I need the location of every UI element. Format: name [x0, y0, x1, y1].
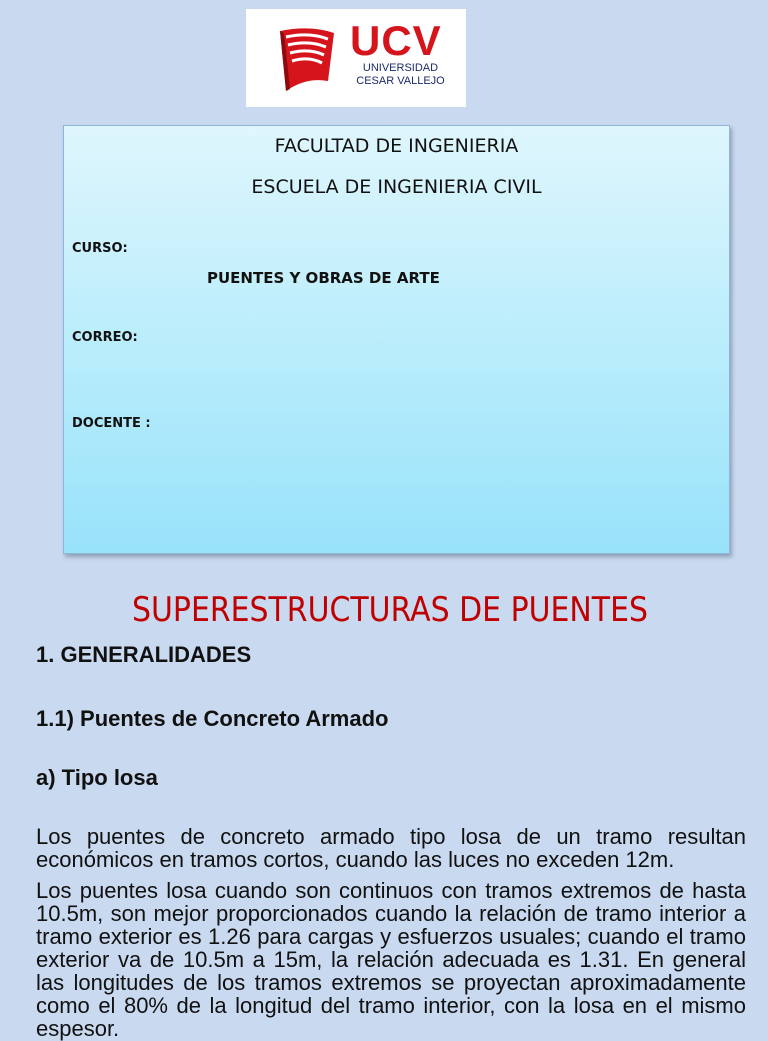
logo-university-line1: UNIVERSIDAD — [362, 62, 439, 74]
page-title: SUPERESTRUCTURAS DE PUENTES — [132, 590, 648, 630]
course-label: CURSO: — [72, 241, 128, 256]
teacher-label: DOCENTE : — [72, 416, 151, 431]
university-logo — [246, 9, 466, 107]
section-heading-generalidades: 1. GENERALIDADES — [36, 642, 252, 667]
faculty-heading: FACULTAD DE INGENIERIA — [274, 135, 519, 157]
ucv-shield-icon — [276, 25, 340, 97]
logo-university-line2: CESAR VALLEJO — [356, 75, 445, 87]
paragraph-continuous-slabs: Los puentes losa cuando son continuos con tramos extremos de hasta 10.5m, son mejor proporcionados cuando la relación de tramo interior a tramo exterior es 1.26 para cargas y esfuerzos usuales; cuando el tramo exterior va de 10.5m a 15m, la relación adecuada es 1.31. En general las longitudes de los tramos extremos se proyectan aproximadamente como el 80% de la longitud del tramo interior, con la losa en el mismo espesor. — [36, 878, 746, 1041]
course-info-box — [63, 125, 730, 554]
email-label: CORREO: — [72, 330, 138, 345]
school-heading: ESCUELA DE INGENIERIA CIVIL — [251, 176, 542, 198]
logo-acronym: UCV — [350, 17, 442, 64]
subsection-heading-tipo-losa: a) Tipo losa — [36, 765, 158, 790]
subsection-heading-concreto-armado: 1.1) Puentes de Concreto Armado — [36, 706, 389, 731]
paragraph-intro: Los puentes de concreto armado tipo losa de un tramo resultan económicos en tramos cortos, cuando las luces no exceden 12m. — [36, 824, 746, 872]
course-value: PUENTES Y OBRAS DE ARTE — [207, 269, 440, 287]
logo-university-name — [338, 62, 463, 88]
